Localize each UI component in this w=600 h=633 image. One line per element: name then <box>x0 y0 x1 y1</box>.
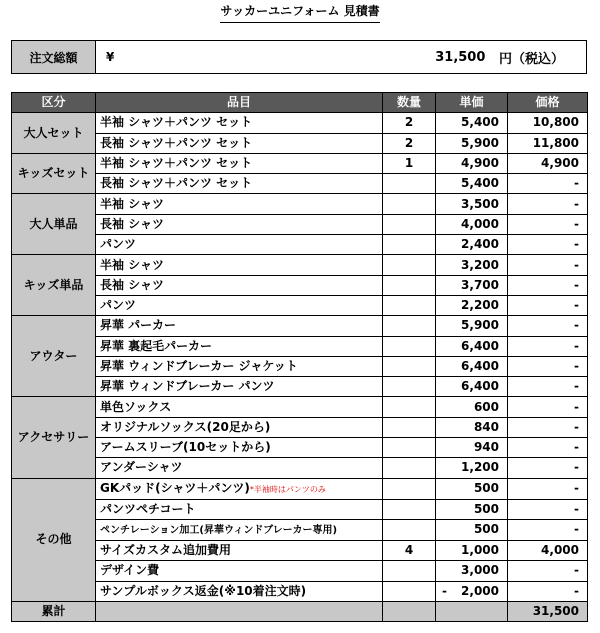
price-cell: - <box>508 438 588 458</box>
price-cell: 10,800 <box>508 113 588 133</box>
table-row <box>12 581 588 601</box>
table-row <box>12 561 588 581</box>
table-row <box>12 438 588 458</box>
item-cell <box>96 561 383 581</box>
table-row <box>12 295 588 315</box>
item-cell <box>96 255 383 275</box>
item-name: アンダーシャツ <box>100 460 183 475</box>
header-category: 区分 <box>12 93 96 113</box>
quantity-cell <box>383 438 436 458</box>
sum-blank <box>436 601 508 621</box>
unit-price-cell: 2,200 <box>436 295 508 315</box>
unit-price-cell: 3,700 <box>436 275 508 295</box>
unit-price-cell: 2,400 <box>436 235 508 255</box>
item-cell <box>96 275 383 295</box>
unit-price-cell: 1,200 <box>436 458 508 478</box>
price-cell: - <box>508 356 588 376</box>
category-cell: その他 <box>12 478 96 601</box>
category-cell: キッズ単品 <box>12 255 96 316</box>
order-total-value: 31,500 <box>435 49 486 65</box>
item-cell <box>96 356 383 376</box>
price-cell: - <box>508 316 588 336</box>
category-cell: 大人セット <box>12 113 96 154</box>
unit-price-cell <box>436 581 508 601</box>
table-row <box>12 174 588 194</box>
quantity-cell <box>383 417 436 437</box>
table-row <box>12 377 588 397</box>
item-cell <box>96 113 383 133</box>
item-cell <box>96 478 383 499</box>
sum-blank <box>383 601 436 621</box>
price-cell: - <box>508 275 588 295</box>
item-cell <box>96 438 383 458</box>
item-name: 半袖 シャツ＋パンツ セット <box>100 156 253 171</box>
item-name: 長袖 シャツ＋パンツ セット <box>100 135 253 150</box>
price-cell: - <box>508 561 588 581</box>
item-name: GKパッド(シャツ＋パンツ) <box>100 480 250 495</box>
table-row <box>12 133 588 153</box>
item-cell <box>96 316 383 336</box>
unit-price-cell: 6,400 <box>436 336 508 356</box>
price-cell: - <box>508 336 588 356</box>
category-cell: 大人単品 <box>12 194 96 255</box>
item-name: 半袖 シャツ＋パンツ セット <box>100 115 253 130</box>
table-row <box>12 113 588 133</box>
quantity-cell <box>383 214 436 234</box>
unit-price-cell: 4,900 <box>436 153 508 173</box>
order-total-unit: 円（税込） <box>498 51 564 67</box>
header-unit-price: 単価 <box>436 93 508 113</box>
order-total-box <box>11 40 587 74</box>
unit-price-cell: 500 <box>436 519 508 540</box>
quantity-cell <box>383 174 436 194</box>
item-name: パンツペチコート <box>100 501 196 516</box>
item-cell <box>96 499 383 519</box>
price-cell: - <box>508 397 588 417</box>
estimate-table <box>11 92 588 622</box>
price-cell: 4,000 <box>508 540 588 560</box>
item-name: デザイン費 <box>100 563 160 578</box>
quantity-cell <box>383 255 436 275</box>
table-row <box>12 519 588 540</box>
unit-price-cell: 600 <box>436 397 508 417</box>
currency-symbol: ¥ <box>106 50 115 64</box>
price-cell: - <box>508 214 588 234</box>
price-cell: - <box>508 478 588 499</box>
item-name: パンツ <box>100 237 137 252</box>
table-row <box>12 458 588 478</box>
unit-price-cell: 500 <box>436 478 508 499</box>
unit-price-cell: 6,400 <box>436 377 508 397</box>
price-cell: - <box>508 581 588 601</box>
unit-price-cell: 1,000 <box>436 540 508 560</box>
unit-price-value: 2,000 <box>461 583 499 598</box>
quantity-cell: 4 <box>383 540 436 560</box>
unit-price-cell: 3,200 <box>436 255 508 275</box>
quantity-cell <box>383 235 436 255</box>
item-name: 長袖 シャツ＋パンツ セット <box>100 176 253 191</box>
table-row <box>12 153 588 173</box>
unit-price-cell: 5,900 <box>436 316 508 336</box>
table-row <box>12 499 588 519</box>
sum-label: 累計 <box>12 601 96 621</box>
price-cell: - <box>508 295 588 315</box>
table-row <box>12 235 588 255</box>
item-cell <box>96 377 383 397</box>
category-cell: キッズセット <box>12 153 96 194</box>
unit-price-cell: 6,400 <box>436 356 508 376</box>
unit-price-cell: 5,400 <box>436 174 508 194</box>
header-quantity: 数量 <box>383 93 436 113</box>
item-name: サンプルボックス返金(※10着注文時) <box>100 583 307 598</box>
table-row <box>12 356 588 376</box>
header-item: 品目 <box>96 93 383 113</box>
item-name: パンツ <box>100 298 137 313</box>
table-row <box>12 316 588 336</box>
unit-price-cell: 3,000 <box>436 561 508 581</box>
order-total-label: 注文総額 <box>12 41 96 73</box>
quantity-cell <box>383 377 436 397</box>
item-cell <box>96 336 383 356</box>
item-name: オリジナルソックス(20足から) <box>100 419 271 434</box>
item-cell <box>96 417 383 437</box>
document-title: サッカーユニフォーム 見積書 <box>220 4 380 18</box>
quantity-cell: 2 <box>383 113 436 133</box>
quantity-cell <box>383 194 436 214</box>
table-row <box>12 397 588 417</box>
item-cell <box>96 540 383 560</box>
item-cell <box>96 235 383 255</box>
unit-price-cell: 4,000 <box>436 214 508 234</box>
table-row <box>12 214 588 234</box>
item-name: 昇華 ウィンドブレーカー ジャケット <box>100 359 298 373</box>
item-name: 単色ソックス <box>100 399 172 414</box>
item-cell <box>96 295 383 315</box>
table-row <box>12 540 588 560</box>
item-cell <box>96 397 383 417</box>
price-cell: - <box>508 377 588 397</box>
price-cell: - <box>508 174 588 194</box>
item-name: 昇華 ウィンドブレーカー パンツ <box>100 379 275 394</box>
item-name: サイズカスタム追加費用 <box>100 543 232 558</box>
quantity-cell <box>383 295 436 315</box>
sum-blank <box>96 601 383 621</box>
sum-row <box>12 601 588 621</box>
quantity-cell <box>383 316 436 336</box>
quantity-cell <box>383 356 436 376</box>
item-cell <box>96 519 383 540</box>
table-row <box>12 478 588 499</box>
item-cell <box>96 153 383 173</box>
price-cell: - <box>508 458 588 478</box>
item-name: アームスリーブ(10セットから) <box>100 440 271 455</box>
price-cell: 4,900 <box>508 153 588 173</box>
quantity-cell <box>383 561 436 581</box>
price-cell: - <box>508 255 588 275</box>
price-cell: - <box>508 194 588 214</box>
item-name: 半袖 シャツ <box>100 196 164 211</box>
table-row <box>12 255 588 275</box>
table-header-row <box>12 93 588 113</box>
item-cell <box>96 214 383 234</box>
unit-price-cell: 840 <box>436 417 508 437</box>
minus-sign: - <box>442 583 447 598</box>
quantity-cell <box>383 581 436 601</box>
title-underline <box>220 22 380 23</box>
table-row <box>12 275 588 295</box>
item-name: 昇華 パーカー <box>100 318 176 333</box>
order-total-amount <box>136 41 586 73</box>
item-name: 半袖 シャツ <box>100 257 164 272</box>
quantity-cell <box>383 478 436 499</box>
unit-price-cell: 940 <box>436 438 508 458</box>
category-cell: アウター <box>12 316 96 397</box>
price-cell: - <box>508 519 588 540</box>
item-cell <box>96 581 383 601</box>
price-cell: - <box>508 499 588 519</box>
item-cell <box>96 174 383 194</box>
item-cell <box>96 458 383 478</box>
item-cell <box>96 133 383 153</box>
quantity-cell <box>383 397 436 417</box>
item-name: 昇華 裏起毛パーカー <box>100 338 212 353</box>
quantity-cell <box>383 519 436 540</box>
item-name: ペンチレーション加工(昇華ウィンドブレーカー専用) <box>100 524 338 536</box>
item-cell <box>96 194 383 214</box>
table-row <box>12 417 588 437</box>
quantity-cell <box>383 499 436 519</box>
unit-price-cell: 5,900 <box>436 133 508 153</box>
quantity-cell: 1 <box>383 153 436 173</box>
price-cell: 11,800 <box>508 133 588 153</box>
category-cell: アクセサリー <box>12 397 96 478</box>
estimate-body <box>12 113 588 602</box>
item-name: 長袖 シャツ <box>100 277 164 292</box>
quantity-cell <box>383 275 436 295</box>
quantity-cell <box>383 458 436 478</box>
price-cell: - <box>508 417 588 437</box>
unit-price-cell: 5,400 <box>436 113 508 133</box>
item-note: *半袖時はパンツのみ <box>249 484 326 494</box>
price-cell: - <box>508 235 588 255</box>
quantity-cell: 2 <box>383 133 436 153</box>
table-row <box>12 336 588 356</box>
table-row <box>12 194 588 214</box>
sum-price: 31,500 <box>508 601 588 621</box>
unit-price-cell: 3,500 <box>436 194 508 214</box>
header-price: 価格 <box>508 93 588 113</box>
item-name: 長袖 シャツ <box>100 216 164 231</box>
quantity-cell <box>383 336 436 356</box>
unit-price-cell: 500 <box>436 499 508 519</box>
